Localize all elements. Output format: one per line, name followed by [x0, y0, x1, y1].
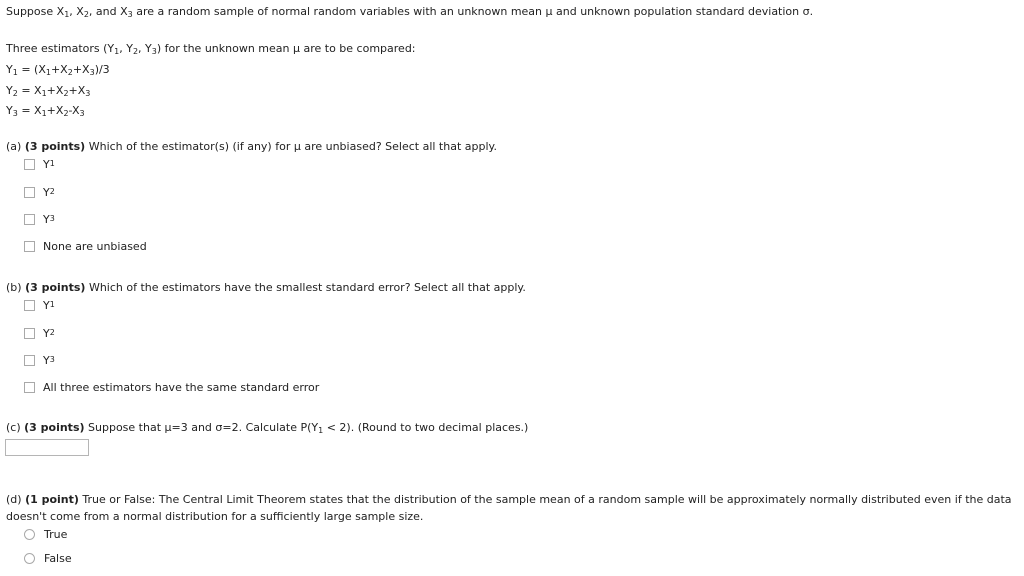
checkbox[interactable] — [24, 187, 35, 198]
qd-option-false[interactable]: False — [24, 551, 72, 565]
qb-option-same-standard-error[interactable]: All three estimators have the same standard error — [24, 380, 319, 394]
estimators-heading: Three estimators ($Y_1$, $Y_2$, $Y_3$) for the unknown mean μ are to be compared: — [6, 42, 416, 56]
checkbox[interactable] — [24, 382, 35, 393]
question-d-prompt: (d) (1 point) True or False: The Central Limit Theorem states that the distribution of the sample mean of a random sample will be approximately normally distributed even if the data doesn't come from a normal distribution for a sufficiently large sample size. — [6, 493, 1012, 523]
checkbox[interactable] — [24, 328, 35, 339]
estimator-y1-definition: $Y_1 = (X_1+X_2+X_3)/3$ — [6, 63, 110, 77]
checkbox[interactable] — [24, 355, 35, 366]
qb-option-y1[interactable]: Y 1 — [24, 298, 55, 312]
question-c-prompt: (c) (3 points) Suppose that μ=3 and σ=2. Calculate $P(Y_1 < 2)$. (Round to two decimal places.) — [6, 421, 529, 435]
estimator-y2-definition: $Y_2 = X_1+X_2+X_3$ — [6, 84, 91, 98]
radio-button[interactable] — [24, 529, 35, 540]
radio-button[interactable] — [24, 553, 35, 564]
estimator-y3-definition: $Y_3 = X_1+X_2-X_3$ — [6, 104, 85, 118]
qa-option-y3[interactable]: Y 3 — [24, 212, 55, 226]
checkbox[interactable] — [24, 159, 35, 170]
qb-option-y2[interactable]: Y 2 — [24, 326, 55, 340]
qd-option-true[interactable]: True — [24, 527, 67, 541]
qc-answer-input[interactable] — [5, 439, 89, 456]
problem-intro: Suppose $X_1$, $X_2$, and $X_3$ are a random sample of normal random variables with an unknown mean μ and unknown population standard deviation σ. — [6, 5, 814, 19]
qa-option-y1[interactable]: Y 1 — [24, 157, 55, 171]
checkbox[interactable] — [24, 214, 35, 225]
qa-option-y2[interactable]: Y 2 — [24, 185, 55, 199]
qb-option-y3[interactable]: Y 3 — [24, 353, 55, 367]
question-b-prompt: (b) (3 points) Which of the estimators have the smallest standard error? Select all that apply. — [6, 281, 526, 294]
checkbox[interactable] — [24, 300, 35, 311]
qa-option-none-unbiased[interactable]: None are unbiased — [24, 239, 147, 253]
checkbox[interactable] — [24, 241, 35, 252]
question-a-prompt: (a) (3 points) Which of the estimator(s) (if any) for μ are unbiased? Select all that apply. — [6, 140, 497, 153]
